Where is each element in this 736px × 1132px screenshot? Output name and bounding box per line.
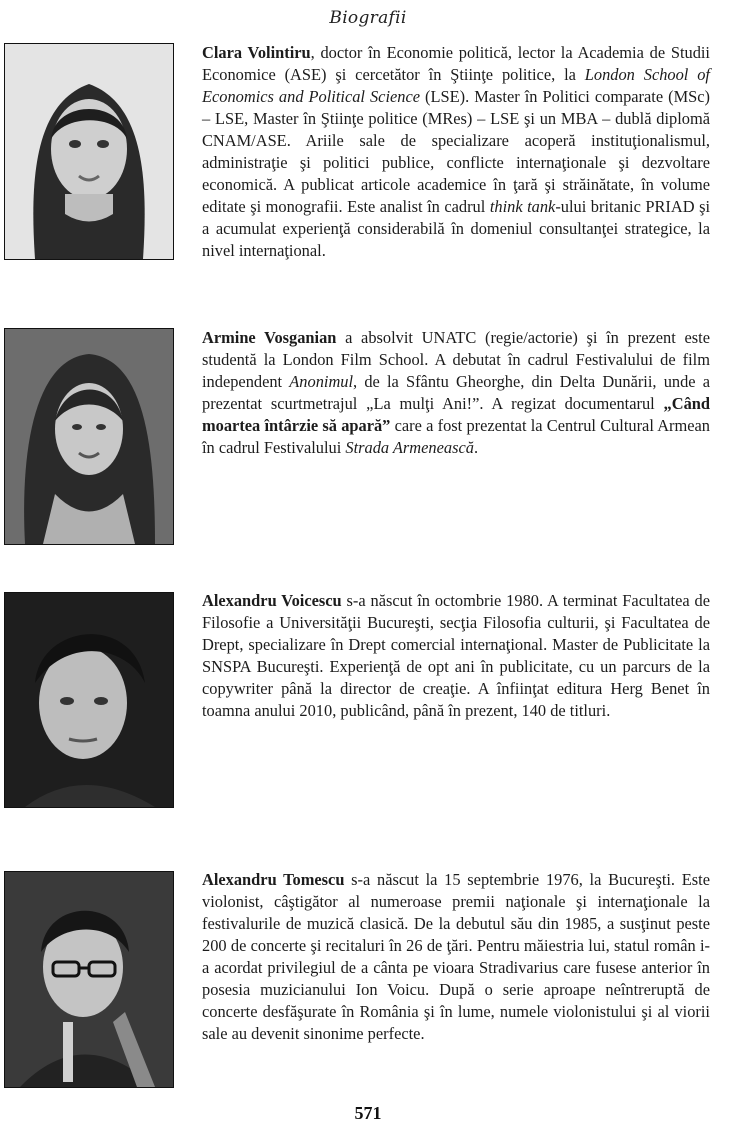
- bio-alexandru-voicescu: [202, 590, 710, 722]
- person-name: Clara Volintiru: [202, 43, 311, 62]
- portrait-photo-alexandru-tomescu: [4, 871, 174, 1088]
- bio-text-segment: Anonimul: [289, 372, 354, 391]
- bio-text-segment: „Când moartea întârzie să apară”: [202, 394, 710, 435]
- bio-text-segment: London School of Economics and Political Science: [202, 65, 710, 106]
- bio-text-segment: Strada Armenească: [345, 438, 474, 457]
- portrait-photo-icon: [5, 872, 173, 1087]
- bio-text-segment: , de la Sfântu Gheorghe, din Delta Dunării, unde a prezentat scurtmetrajul „La mulţi Ani!”. A regizat documentarul: [202, 372, 711, 413]
- bio-armine-vosganian: [202, 327, 710, 459]
- portrait-photo-alexandru-voicescu: [4, 592, 174, 808]
- bio-text-segment: s-a născut în octombrie 1980. A terminat Facultatea de Filosofie a Universităţii Bucureşti, secţia Filosofia culturii, şi Facultatea de Drept, specializare în Drept comercial internaţional. Master de Publicitate la SNSPA Bucureşti. Experienţă de opt ani în publicitate, cu un parcurs de la copywriter până la director de creaţie. A înfiinţat editura Herg Benet în toamna anului 2010, publicând, până în prezent, 140 de titluri.: [202, 591, 710, 720]
- portrait-photo-icon: [5, 593, 173, 807]
- bio-text-segment: a absolvit UNATC (regie/actorie) şi în prezent este studentă la London Film School. A debutat în cadrul Festivalului de film independent: [202, 328, 710, 391]
- portrait-photo-icon: [5, 329, 173, 544]
- portrait-photo-icon: [5, 44, 173, 259]
- running-header: Biografii: [329, 8, 407, 28]
- person-name: Alexandru Tomescu: [202, 870, 345, 889]
- bio-text-segment: .: [473, 438, 479, 457]
- bio-text-segment: care a fost prezentat la Centrul Cultural Armean în cadrul Festivalului: [202, 416, 711, 457]
- page-number: 571: [354, 1103, 382, 1123]
- bio-text-segment: , doctor în Economie politică, lector la Academia de Studii Economice (ASE) şi cercetător în Ştiinţe politice, la: [202, 43, 710, 84]
- bio-text-segment: -ului britanic PRIAD şi a acumulat experienţă considerabilă în domeniul consultanţei strategice, la nivel internaţional.: [202, 197, 711, 260]
- person-name: Alexandru Voicescu: [202, 591, 342, 610]
- person-name: Armine Vosganian: [202, 328, 337, 347]
- portrait-photo-armine-vosganian: [4, 328, 174, 545]
- bio-text-segment: (LSE). Master în Politici comparate (MSc) – LSE, Master în Ştiinţe politice (MRes) – LSE şi un MBA – dublă diplomă CNAM/ASE. Ariile sale de specializare acoperă instituţionalismul, administraţie şi politici publice, conflicte internaţionale şi dezvoltare economică. A publicat articole academice în ţară şi străinătate, în volume editate şi monografii. Este analist în cadrul: [202, 87, 710, 216]
- bio-alexandru-tomescu: [202, 869, 710, 1045]
- bio-clara-volintiru: [202, 42, 710, 262]
- bio-text-segment: think tank: [489, 197, 556, 216]
- portrait-photo-clara-volintiru: [4, 43, 174, 260]
- bio-text-segment: s-a născut la 15 septembrie 1976, la Bucureşti. Este violonist, câştigător al numeroase premii naţionale şi internaţionale la festivalurile de muzică clasică. De la debutul său din 1985, a susţinut peste 200 de concerte şi recitaluri în 26 de ţări. Pentru măiestria lui, statul român i-a acordat privilegiul de a cânta pe vioara Stradivarius care fusese anterior în posesia muzicianului Ion Voicu. După o serie aproape neîntreruptă de concerte desfăşurate în România şi în lume, numele violonistului şi al viorii sale au devenit sinonime perfecte.: [202, 870, 710, 1043]
